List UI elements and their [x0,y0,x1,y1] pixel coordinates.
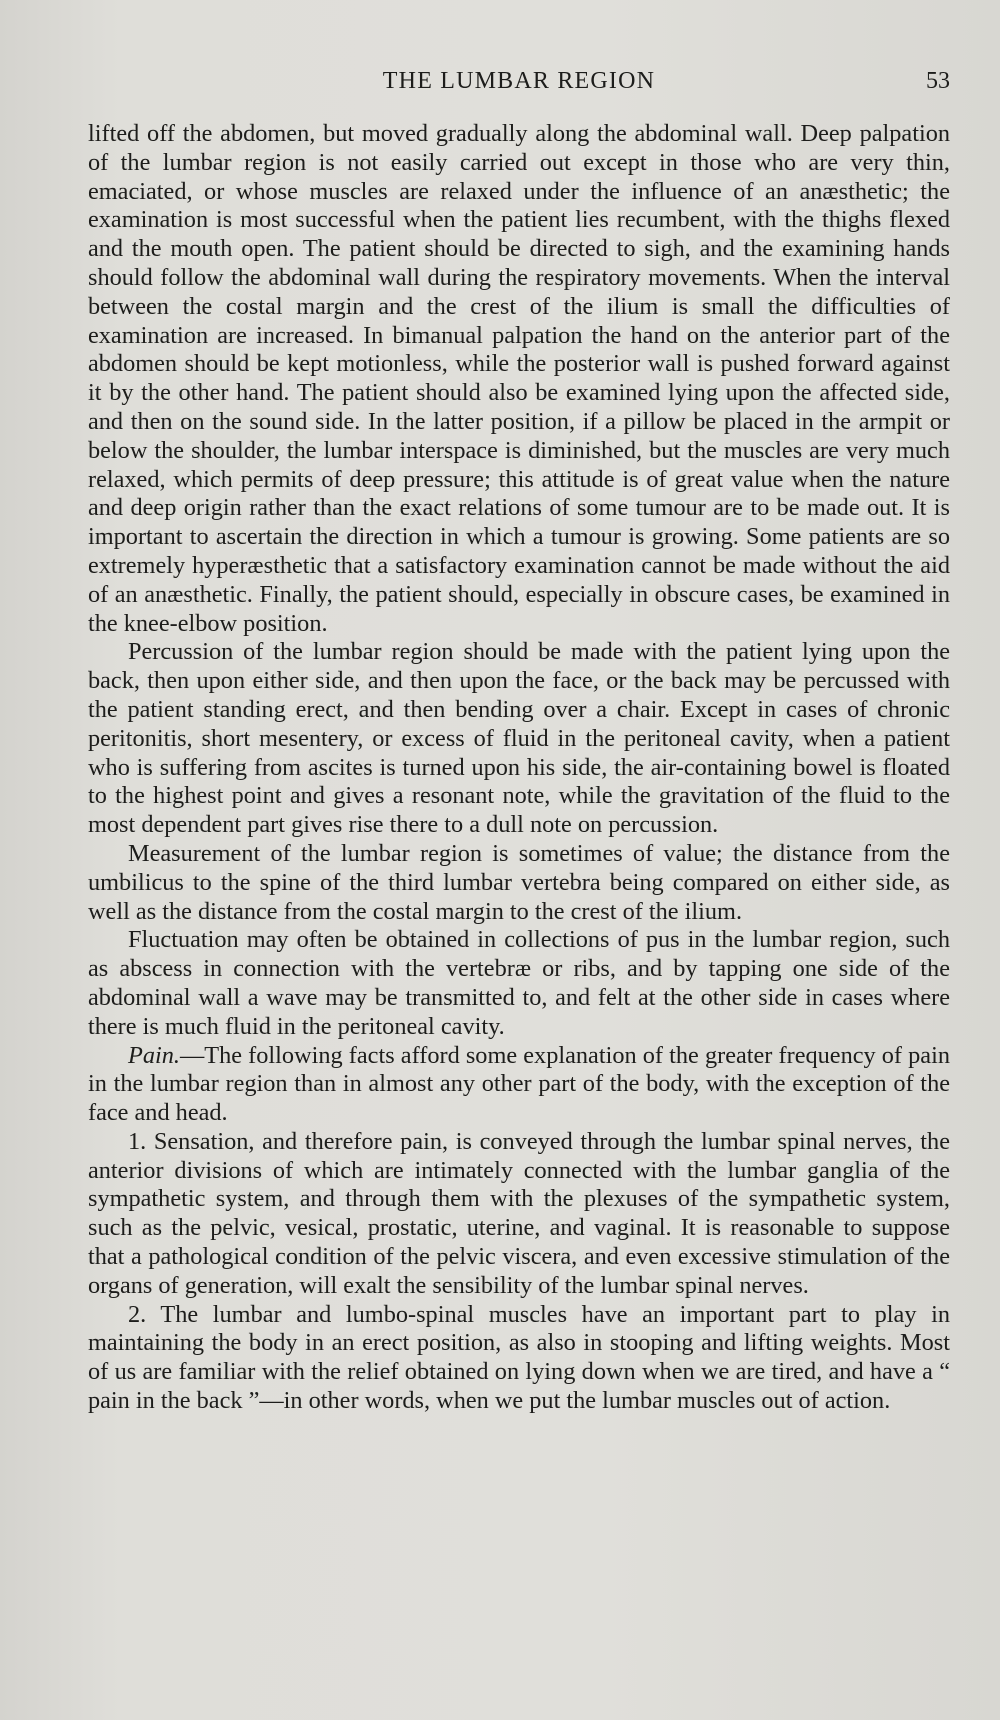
running-head [88,68,950,98]
paragraph-fluctuation: Fluctuation may often be obtained in collections of pus in the lumbar region, such as abscess in connection with the vertebræ or ribs, and by tapping one side of the abdominal wall a wave may be transmitted to, and felt at the other side in cases where there is much fluid in the peritoneal cavity. [88,926,950,1040]
paragraph-percussion: Percussion of the lumbar region should be made with the patient lying upon the back, then upon either side, and then upon the face, or the back may be percussed with the patient standing erect, and then bending over a chair. Except in cases of chronic peritonitis, short mesentery, or excess of fluid in the peritoneal cavity, when a patient who is suffering from ascites is turned upon his side, the air-containing bowel is floated to the highest point and gives a resonant note, while the gravitation of the fluid to the most dependent part gives rise there to a dull note on percussion. [88,638,950,839]
body-text [88,120,950,1416]
running-title: THE LUMBAR REGION [382,68,656,94]
pain-heading: Pain. [128,1041,180,1069]
paragraph-point-1: 1. Sensation, and therefore pain, is conveyed through the lumbar spinal nerves, the anterior divisions of which are intimately connected with the lumbar ganglia of the sympathetic system, and through them with the plexuses of the sympathetic system, such as the pelvic, vesical, prostatic, uterine, and vaginal. It is reasonable to suppose that a pathological condition of the pelvic viscera, and even excessive stimulation of the organs of generation, will exalt the sensibility of the lumbar spinal nerves. [88,1127,950,1299]
page-number: 53 [926,68,950,94]
paragraph-point-2: 2. The lumbar and lumbo-spinal muscles have an important part to play in maintaining the body in an erect position, as also in stooping and lifting weights. Most of us are familiar with the relief obtained on lying down when we are tired, and have a “ pain in the back ”—in other words, when we put the lumbar muscles out of action. [88,1300,950,1415]
paragraph-palpation-continued: lifted off the abdomen, but moved gradually along the abdominal wall. Deep palpation of the lumbar region is not easily carried out except in those who are very thin, emaciated, or whose muscles are relaxed under the influence of an anæsthetic; the examination is most successful when the patient lies recumbent, with the thighs flexed and the mouth open. The patient should be directed to sigh, and the examining hands should follow the abdominal wall during the respiratory movements. When the interval between the costal margin and the crest of the ilium is small the difficulties of examination are increased. In bimanual palpation the hand on the anterior part of the abdomen should be kept motionless, while the posterior wall is pushed forward against it by the other hand. The patient should also be examined lying upon the affected side, and then on the sound side. In the latter position, if a pillow be placed in the armpit or below the shoulder, the lumbar interspace is diminished, but the muscles are very much relaxed, which permits of deep pressure; this attitude is of great value when the nature and deep origin rather than the exact relations of some tumour are to be made out. It is important to ascertain the direction in which a tumour is growing. Some patients are so extremely hyperæsthetic that a satisfactory examination cannot be made without the aid of an anæsthetic. Finally, the patient should, especially in obscure cases, be examined in the knee-elbow position. [88,120,950,637]
paragraph-pain [88,1042,950,1128]
paragraph-measurement: Measurement of the lumbar region is sometimes of value; the distance from the umbilicus to the spine of the third lumbar vertebra being compared on either side, as well as the distance from the costal margin to the crest of the ilium. [88,839,950,925]
pain-text: —The following facts afford some explanation of the greater frequency of pain in the lumbar region than in almost any other part of the body, with the exception of the face and head. [88,1041,950,1127]
